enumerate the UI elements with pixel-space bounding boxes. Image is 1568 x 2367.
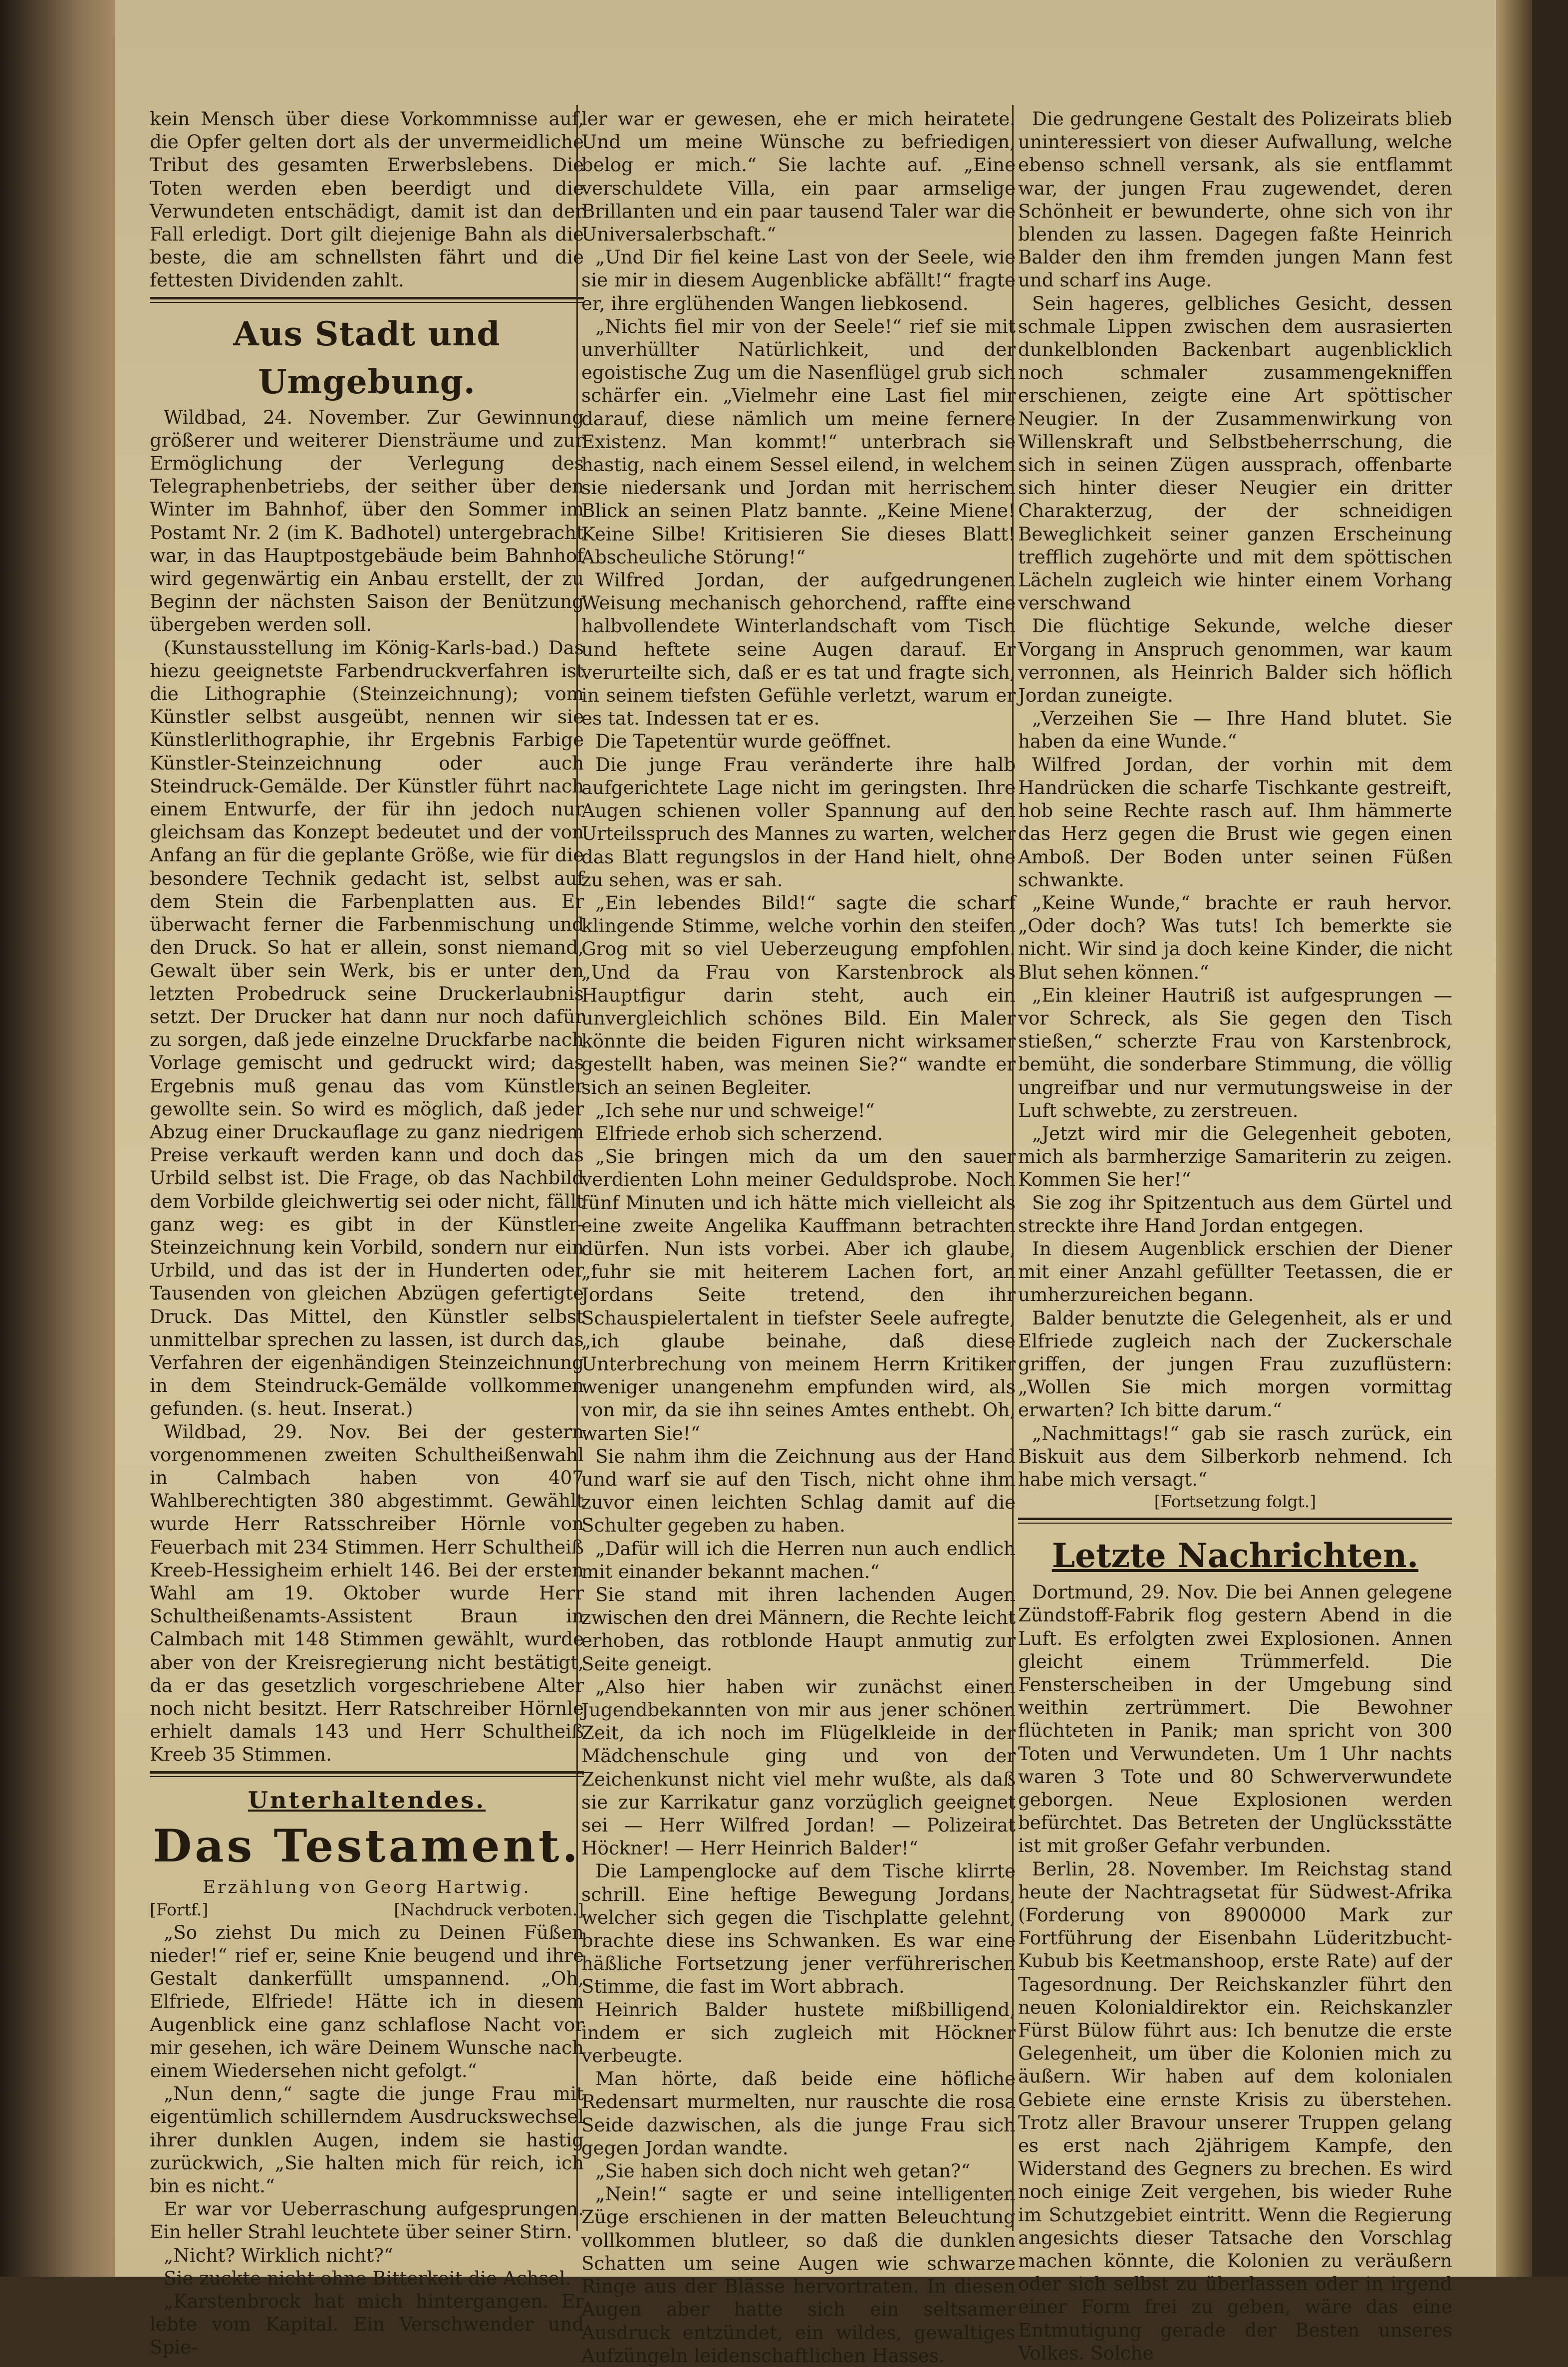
story-paragraph: Man hörte, daß beide eine höfliche Redensart murmelten, nur rauschte die rosa Seide dazwischen, als die junge Frau sich gegen Jordan wandte. — [581, 2068, 1016, 2159]
article-text: kein Mensch über diese Vorkommnisse auf, die Opfer gelten dort als der unvermeidliche Tribut des gesamten Erwerbslebens. Die Toten werden eben beerdigt und die Verwundeten entschädigt, damit ist dan der Fall erledigt. Dort gilt diejenige Bahn als die beste, die am schnellsten fährt und die fettesten Dividenden zahlt. — [150, 108, 584, 291]
story-paragraph: „Verzeihen Sie — Ihre Hand blutet. Sie haben da eine Wunde.“ — [1018, 707, 1452, 753]
story-paragraph: Die Lampenglocke auf dem Tische klirrte schrill. Eine heftige Bewegung Jordans, welcher sich gegen die Tischplatte gelehnt, brachte diese ins Schwanken. Es war eine häßliche Fortsetzung jener verführerischen Stimme, die fast im Wort abbrach. — [581, 1860, 1016, 1998]
story-paragraph: „Also hier haben wir zunächst einen Jugendbekannten von mir aus jener schönen Zeit, da ich noch im Flügelkleide in der Mädchenschule ging und von der Zeichenkunst nicht viel mehr wußte, als daß sie zur Karrikatur ganz vorzüglich geeignet sei — Herr Wilfred Jordan! — Polizeirat Höckner! — Herr Heinrich Balder!“ — [581, 1675, 1016, 1859]
story-paragraph: Er war vor Ueberraschung aufgesprungen. Ein heller Strahl leuchtete über seiner Stirn. — [150, 2198, 584, 2243]
story-paragraph: Sie zuckte nicht ohne Bitterkeit die Achsel. — [164, 2267, 571, 2289]
story-paragraph: „Nichts fiel mir von der Seele!“ rief sie mit unverhüllter Natürlichkeit, und der egoistische Zug um die Nasenflügel grub sich schärfer ein. „Vielmehr eine Last fiel mir darauf, diese nämlich um meine fernere Existenz. Man kommt!“ unterbrach sie hastig, nach einem Sessel eilend, in welchem sie niedersank und Jordan mit herrischem Blick an seinen Platz bannte. „Keine Miene! Keine Silbe! Kritisieren Sie dieses Blatt! Abscheuliche Störung!“ — [581, 315, 1016, 568]
news-item: Berlin, 28. November. Im Reichstag stand heute der Nachtragsetat für Südwest-Afrika (Forderung von 8900000 Mark zur Fortführung der Eisenbahn Lüderitzbucht-Kubub bis Keetmanshoop, erste Rate) auf der Tagesordnung. Der Reichskanzler führt den neuen Kolonialdirektor ein. Reichskanzler Fürst Bülow führt aus: Ich benutze die erste Gelegenheit, um über die Kolonien mich zu äußern. Wir haben auf dem kolonialen Gebiete eine ernste Krisis zu überstehen. Trotz aller Bravour unserer Truppen gelang es erst nach 2jährigem Kampfe, den Widerstand des Gegners zu brechen. Es wird noch einige Zeit vergehen, bis wieder Ruhe im Schutzgebiet eintritt. Wenn die Regierung angesichts dieser Tatsache den Vorschlag machen könnte, die Kolonien zu veräußern oder sich selbst zu überlassen oder in irgend einer Form frei zu geben, wäre das eine Entmutigung gerade der Besten unseres Volkes. Solche — [1018, 1857, 1452, 2364]
story-paragraph: Wilfred Jordan, der aufgedrungenen Weisung mechanisch gehorchend, raffte eine halbvollendete Winterlandschaft vom Tisch und heftete seine Augen darauf. Er verurteilte sich, daß er es tat und fragte sich, in seinem tiefsten Gefühle verletzt, warum er es tat. Indessen tat er es. — [581, 569, 1016, 730]
story-paragraph: „Jetzt wird mir die Gelegenheit geboten, mich als barmherzige Samariterin zu zeigen. Kommen Sie her!“ — [1018, 1122, 1452, 1191]
story-paragraph: Elfriede erhob sich scherzend. — [595, 1122, 883, 1144]
story-paragraph: Balder benutzte die Gelegenheit, als er und Elfriede zugleich nach der Zuckerschale griffen, der jungen Frau zuzuflüstern: „Wollen Sie mich morgen vormittag erwarten? Ich bitte darum.“ — [1018, 1307, 1452, 1421]
book-binding — [0, 0, 115, 2277]
section-divider — [150, 1771, 584, 1777]
story-paragraph: „Und Dir fiel keine Last von der Seele, wie sie mir in diesem Augenblicke abfällt!“ fragte er, ihre erglühenden Wangen liebkosend. — [581, 246, 1016, 314]
story-paragraph: „So ziehst Du mich zu Deinen Füßen nieder!“ rief er, seine Knie beugend und ihre Gestalt dankerfüllt umspannend. „Oh, Elfriede, Elfriede! Hätte ich in diesem Augenblick eine ganz schlaflose Nacht vor mir gesehen, ich wäre Deinem Wunsche nach einem Wiedersehen nicht gefolgt.“ — [150, 1921, 584, 2082]
story-paragraph: „Ein lebendes Bild!“ sagte die scharf klingende Stimme, welche vorhin den steifen Grog mit so viel Ueberzeugung empfohlen. „Und da Frau von Karstenbrock als Hauptfigur darin steht, auch ein unvergleichlich schönes Bild. Ein Maler könnte die beiden Figuren nicht wirksamer gestellt haben, was meinen Sie?“ wandte er sich an seinen Begleiter. — [581, 891, 1016, 1098]
story-paragraph: Die Tapetentür wurde geöffnet. — [595, 730, 892, 753]
section-heading: Letzte Nachrichten. — [1051, 1536, 1419, 1576]
news-item: (Kunstausstellung im König-Karls-bad.) Das hiezu geeignetste Farbendruckverfahren ist die Lithographie (Steinzeichnung); vom Künstler selbst ausgeübt, nennen wir sie Künstlerlithographie, ihr Ergebnis Farbige Künstler-Steinzeichnung oder auch Steindruck-Gemälde. Der Künstler führt nach einem Entwurfe, der für ihn jedoch nur gleichsam das Konzept bedeutet und der von Anfang an für die geplante Größe, wie für die besondere Technik gedacht ist, selbst auf dem Stein die Farbenplatten aus. Er überwacht ferner die Farbenmischung und den Druck. So hat er allein, sonst niemand, Gewalt über sein Werk, bis er unter den letzten Probedruck seine Druckerlaubnis setzt. Der Drucker hat dann nur noch dafür zu sorgen, daß jede einzelne Druckfarbe nach Vorlage gemischt und gedruckt wird; das Ergebnis muß genau das vom Künstler gewollte sein. So wird es möglich, daß jeder Abzug einer Druckauflage zu ganz niedrigem Preise verkauft werden kann und doch das Urbild selbst ist. Die Frage, ob das Nachbild dem Vorbilde gleichwertig sei oder nicht, fällt ganz weg: es gibt in der Künstler-Steinzeichnung kein Vorbild, sondern nur ein Urbild, und das ist der in Hunderten oder Tausenden von gleichen Abzügen gefertigte Druck. Das Mittel, den Künstler selbst unmittelbar sprechen zu lassen, ist durch das Verfahren der eigenhändigen Steinzeichnung in dem Steindruck-Gemälde vollkommen gefunden. (s. heut. Inserat.) — [150, 636, 584, 1420]
news-item: Dortmund, 29. Nov. Die bei Annen gelegene Zündstoff-Fabrik flog gestern Abend in die Luft. Es erfolgten zwei Explosionen. Annen gleicht einem Trümmerfeld. Die Fensterscheiben in der Umgebung sind weithin zertrümmert. Die Bewohner flüchteten in Panik; man spricht von 300 Toten und Verwundeten. Um 1 Uhr nachts waren 3 Tote und 80 Schwerverwundete geborgen. Neue Explosionen werden befürchtet. Das Betreten der Unglücksstätte ist mit großer Gefahr verbunden. — [1018, 1581, 1452, 1857]
continued-note: [Fortf.] — [150, 1899, 209, 1919]
story-paragraph: Die junge Frau veränderte ihre halb aufgerichtete Lage nicht im geringsten. Ihre Augen schienen voller Spannung auf den Urteilsspruch des Mannes zu warten, welcher das Blatt regungslos in der Hand hielt, ohne zu sehen, was er sah. — [581, 753, 1016, 891]
story-paragraph: „Nein!“ sagte er und seine intelligenten Züge erschienen in der matten Beleuchtung vollkommen blutleer, so daß die dunklen Schatten um seine Augen wie schwarze Ringe aus der Blässe hervortraten. In diesen Augen aber hatte sich ein seltsamer Ausdruck entzündet, ein wildes, gewaltiges Aufzüngeln leidenschaftlichen Hasses. — [581, 2183, 1016, 2367]
story-paragraph: Sie zog ihr Spitzentuch aus dem Gürtel und streckte ihre Hand Jordan entgegen. — [1018, 1191, 1452, 1237]
story-paragraph: „Keine Wunde,“ brachte er rauh hervor. „Oder doch? Was tuts! Ich bemerkte sie nicht. Wir sind ja doch keine Kinder, die nicht Blut sehen können.“ — [1018, 891, 1452, 983]
news-item: Wildbad, 24. November. Zur Gewinnung größerer und weiterer Diensträume und zur Ermöglichung der Verlegung des Telegraphenbetriebs, der seither über den Winter im Bahnhof, über den Sommer im Postamt Nr. 2 (im K. Badhotel) untergebracht war, in das Hauptpostgebäude beim Bahnhof wird gegenwärtig ein Anbau erstellt, der zu Beginn der nächsten Saison der Benützung übergeben werden soll. — [150, 406, 584, 636]
section-divider — [1018, 1518, 1452, 1524]
story-paragraph: „Karstenbrock hat mich hintergangen. Er lebte vom Kapital. Ein Verschwender und Spie- — [150, 2290, 584, 2359]
section-divider — [150, 297, 584, 303]
story-paragraph: In diesem Augenblick erschien der Diener mit einer Anzahl gefüllter Teetassen, die er umherzureichen begann. — [1018, 1237, 1452, 1306]
story-paragraph: Die gedrungene Gestalt des Polizeirats blieb uninteressiert von dieser Aufwallung, welche ebenso schnell versank, als sie entflammt war, der jungen Frau zugewendet, deren Schönheit er bewunderte, ohne sich von ihr blenden zu lassen. Dagegen faßte Heinrich Balder den ihm fremden jungen Mann fest und scharf ins Auge. — [1018, 108, 1452, 291]
story-paragraph: Heinrich Balder hustete mißbilligend, indem er sich zugleich mit Höckner verbeugte. — [581, 1998, 1016, 2067]
section-heading: Unterhaltendes. — [248, 1786, 486, 1814]
section-heading: Aus Stadt und Umgebung. — [233, 314, 501, 401]
story-paragraph: „Ein kleiner Hautriß ist aufgesprungen — vor Schreck, als Sie gegen den Tisch stießen,“ scherzte Frau von Karstenbrock, bemüht, die sonderbare Stimmung, die völlig ungreifbar und nur vermutungsweise in der Luft schwebte, zu zerstreuen. — [1018, 984, 1452, 1121]
story-paragraph: Wilfred Jordan, der vorhin mit dem Handrücken die scharfe Tischkante gestreift, hob seine Rechte rasch auf. Ihm hämmerte das Herz gegen die Brust wie gegen einen Amboß. Der Boden unter seinen Füßen schwankte. — [1018, 753, 1452, 891]
story-paragraph: „Dafür will ich die Herren nun auch endlich mit einander bekannt machen.“ — [581, 1537, 1016, 1582]
story-paragraph: „Nachmittags!“ gab sie rasch zurück, ein Biskuit aus dem Silberkorb nehmend. Ich habe mich versagt.“ — [1018, 1422, 1452, 1490]
continuation-note: [Fortsetzung folgt.] — [1154, 1492, 1316, 1512]
column-2 — [581, 107, 1016, 2367]
story-paragraph: „Ich sehe nur und schweige!“ — [595, 1099, 875, 1121]
reprint-note: [Nachdruck verboten.] — [394, 1899, 584, 1919]
story-paragraph: „Sie haben sich doch nicht weh getan?“ — [595, 2160, 971, 2182]
story-paragraph: Sein hageres, gelbliches Gesicht, dessen schmale Lippen zwischen dem ausrasierten dunkelblonden Backenbart augenblicklich noch schmaler zusammengekniffen erschienen, zeigte eine Art spöttischer Neugier. In der Zusammenwirkung von Willenskraft und Selbstbeherrschung, die sich in seinen Zügen aussprach, offenbarte sich hinter dieser Neugier ein dritter Charakterzug, der der schneidigen Beweglichkeit seiner ganzen Erscheinung trefflich zugehörte und mit dem spöttischen Lächeln zugleich wie hinter einem Vorhang verschwand — [1018, 292, 1452, 614]
story-paragraph: „Sie bringen mich da um den sauer verdienten Lohn meiner Geduldsprobe. Noch fünf Minuten und ich hätte mich vielleicht als eine zweite Angelika Kauffmann betrachten dürfen. Nun ists vorbei. Aber ich glaube, „fuhr sie mit heiterem Lachen fort, an Jordans Seite tretend, den ihr Schauspielertalent in tiefster Seele aufregte, „ich glaube beinahe, daß diese Unterbrechung von meinem Herrn Kritiker weniger unangenehm empfunden wird, als von mir, da sie ihn seines Amtes enthebt. Oh, warten Sie!“ — [581, 1145, 1016, 1444]
story-paragraph: Sie nahm ihm die Zeichnung aus der Hand und warf sie auf den Tisch, nicht ohne ihm zuvor einen leichten Schlag damit auf die Schulter gegeben zu haben. — [581, 1445, 1016, 1537]
page-edge — [1496, 0, 1532, 2277]
story-notes — [150, 1899, 584, 1921]
story-paragraph: „Nun denn,“ sagte die junge Frau mit eigentümlich schillerndem Ausdruckswechsel ihrer dunklen Augen, indem sie hastig zurückwich, „Sie halten mich für reich, ich bin es nicht.“ — [150, 2083, 584, 2197]
story-byline: Erzählung von Georg Hartwig. — [203, 1877, 531, 1897]
column-3 — [1018, 107, 1452, 2364]
story-title: Das Testament. — [153, 1819, 581, 1872]
story-paragraph: Die flüchtige Sekunde, welche dieser Vorgang in Anspruch genommen, war kaum verronnen, als Heinrich Balder sich höflich Jordan zuneigte. — [1018, 615, 1452, 707]
story-paragraph: „Nicht? Wirklich nicht?“ — [164, 2244, 393, 2266]
news-item: Wildbad, 29. Nov. Bei der gestern vorgenommenen zweiten Schultheißenwahl in Calmbach haben von 407 Wahlberechtigten 380 abgestimmt. Gewählt wurde Herr Ratsschreiber Hörnle von Feuerbach mit 234 Stimmen. Herr Schultheiß Kreeb-Hessigheim erhielt 146. Bei der ersten Wahl am 19. Oktober wurde Herr Schultheißenamts-Assistent Braun in Calmbach mit 148 Stimmen gewählt, wurde aber von der Kreisregierung nicht bestätigt, da er das gesetzlich vorgeschriebene Alter noch nicht besitzt. Herr Ratschreiber Hörnle erhielt damals 143 und Herr Schultheiß Kreeb 35 Stimmen. — [150, 1420, 584, 1766]
story-paragraph: Sie stand mit ihren lachenden Augen zwischen den drei Männern, die Rechte leicht erhoben, das rotblonde Haupt anmutig zur Seite geneigt. — [581, 1583, 1016, 1675]
story-paragraph: ler war er gewesen, ehe er mich heiratete. Und um meine Wünsche zu befriedigen, belog er mich.“ Sie lachte auf. „Eine verschuldete Villa, ein paar armselige Brillanten und ein paar tausend Taler war die Universalerbschaft.“ — [581, 108, 1016, 246]
column-1 — [150, 107, 584, 2359]
